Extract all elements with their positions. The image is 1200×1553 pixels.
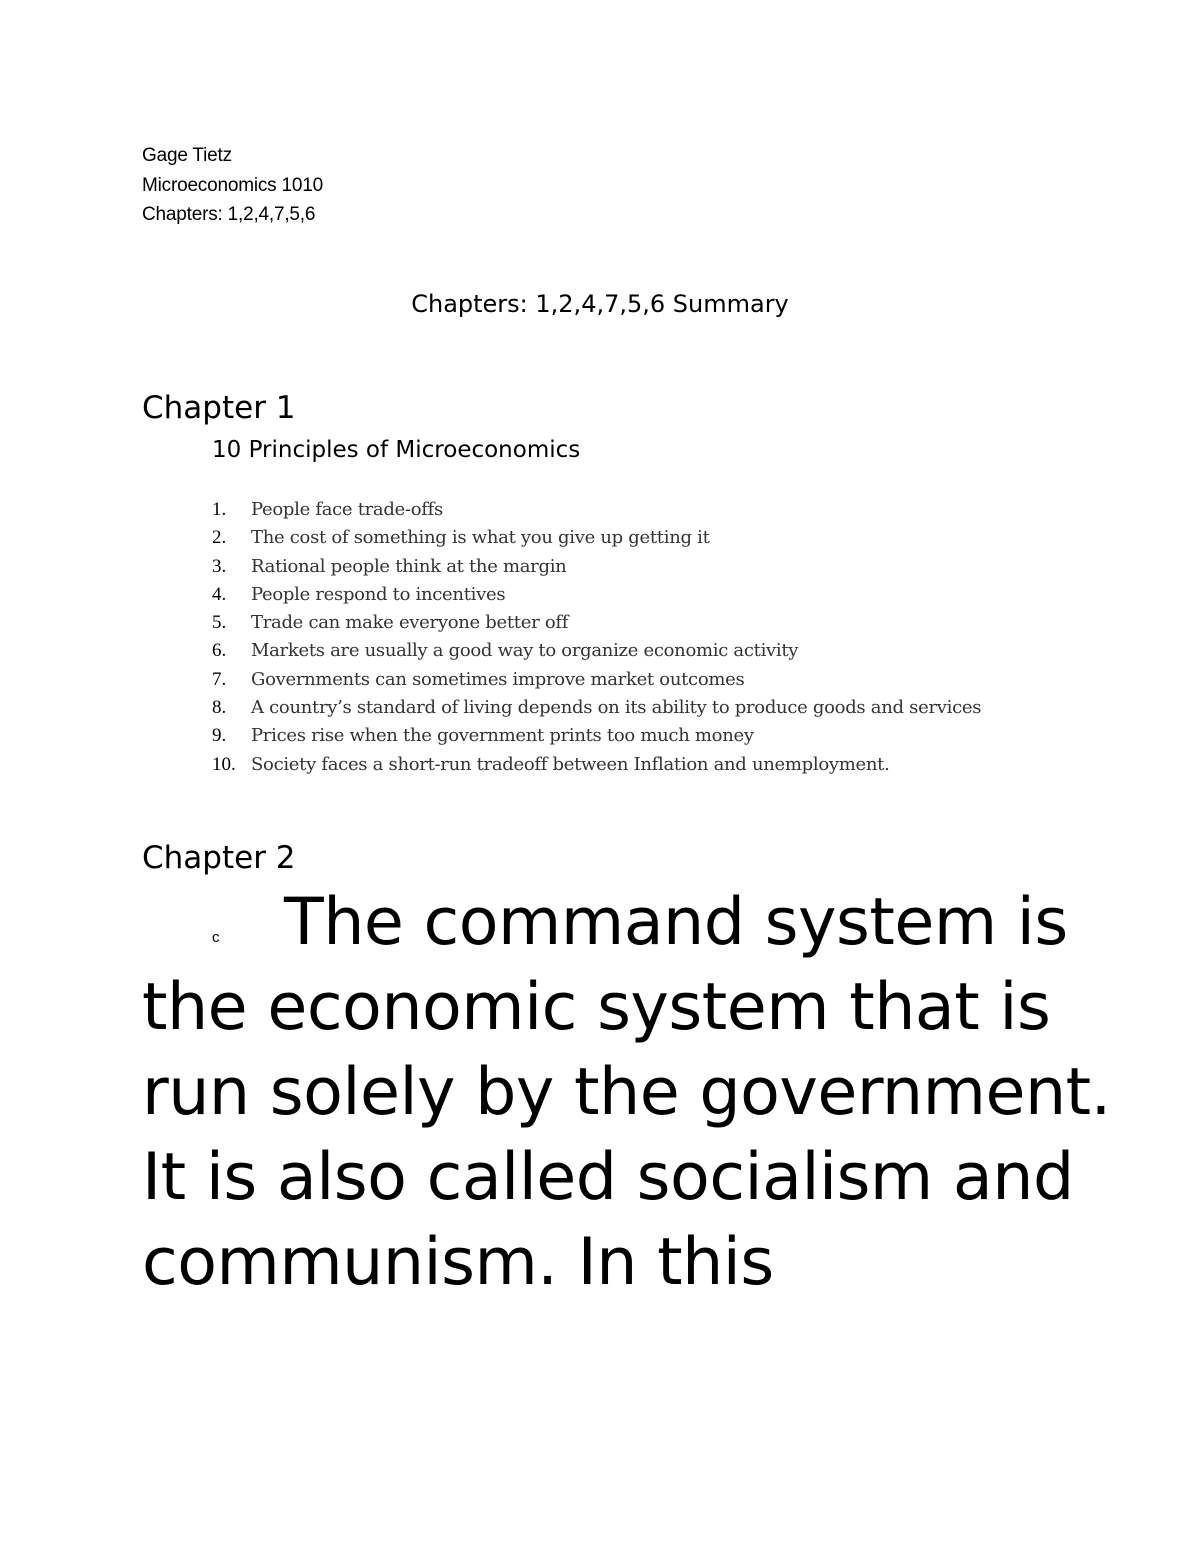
list-item-number: 1. xyxy=(212,499,227,520)
document-title: Chapters: 1,2,4,7,5,6 Summary xyxy=(411,290,789,318)
list-item-text: Markets are usually a good way to organize economic activity xyxy=(251,640,799,662)
list-item-text: Rational people think at the margin xyxy=(251,555,567,577)
list-item-text: Society faces a short-run tradeoff between Inflation and unemployment. xyxy=(251,753,890,775)
list-item-number: 2. xyxy=(212,527,227,549)
list-item xyxy=(212,666,1012,694)
chapters-list: Chapters: 1,2,4,7,5,6 xyxy=(142,204,316,225)
principles-list xyxy=(212,496,1012,779)
list-item xyxy=(212,751,1012,779)
list-item xyxy=(212,524,1012,552)
chapter-2-body-text: The command system is the economic system that is run solely by the government. It is also called socialism and communism. In this xyxy=(142,885,1111,1300)
list-item-number: 7. xyxy=(212,668,227,690)
list-item-text: Trade can make everyone better off xyxy=(251,612,569,634)
list-item-text: People respond to incentives xyxy=(251,583,506,605)
list-item xyxy=(212,694,1012,722)
list-item-text: Prices rise when the government prints too much money xyxy=(251,725,754,747)
list-item-number: 9. xyxy=(212,725,227,747)
list-item-text: Governments can sometimes improve market outcomes xyxy=(251,668,745,690)
chapter-2-heading: Chapter 2 xyxy=(142,840,296,876)
chapter-1-subheading: 10 Principles of Microeconomics xyxy=(212,437,581,463)
list-item xyxy=(212,553,1012,581)
list-item-text: People face trade-offs xyxy=(251,499,443,520)
list-item-number: 4. xyxy=(212,583,227,605)
list-item-number: 3. xyxy=(212,555,227,577)
list-item xyxy=(212,637,1012,665)
chapter-1-heading: Chapter 1 xyxy=(142,390,296,426)
list-item-number: 5. xyxy=(212,612,227,634)
course-name: Microeconomics 1010 xyxy=(142,175,324,196)
list-item xyxy=(212,722,1012,750)
list-item-text: The cost of something is what you give up getting it xyxy=(251,527,710,549)
list-item-number: 6. xyxy=(212,640,227,662)
author-name: Gage Tietz xyxy=(142,145,232,166)
list-item xyxy=(212,609,1012,637)
list-item-number: 8. xyxy=(212,697,227,719)
list-item-text: A country’s standard of living depends on its ability to produce goods and services xyxy=(251,697,982,719)
list-item xyxy=(212,581,1012,609)
list-item-number: 10. xyxy=(212,753,236,775)
list-item xyxy=(212,496,1012,524)
bullet-marker: c xyxy=(212,929,220,946)
